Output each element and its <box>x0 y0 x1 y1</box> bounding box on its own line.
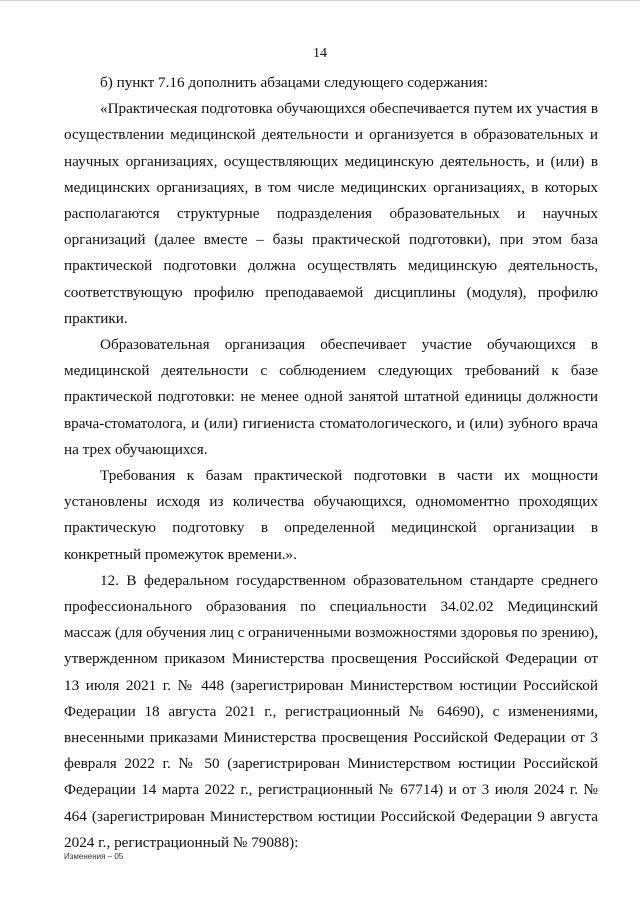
paragraph-item-12: 12. В федеральном государственном образовательном стандарте среднего профессионального образования по специальности 34.02.02 Медицинский массаж (для обучения лиц с ограниченными возможностями здоровья по зрению), утвержденном приказом Министерства просвещения Российской Федерации от 13 июля 2021 г. № 448 (зарегистрирован Министерством юстиции Российской Федерации 18 августа 2021 г., регистрационный № 64690), с изменениями, внесенными приказами Министерства просвещения Российской Федерации от 3 февраля 2022 г. № 50 (зарегистрирован Министерством юстиции Российской Федерации 14 марта 2022 г., регистрационный № 67714) и от 3 июля 2024 г. № 464 (зарегистрирован Министерством юстиции Российской Федерации 9 августа 2024 г., регистрационный № 79088): <box>64 571 598 851</box>
footer-note: Изменения – 05 <box>64 852 124 861</box>
paragraph-amendment-intro: б) пункт 7.16 дополнить абзацами следующего содержания: <box>100 74 488 91</box>
paragraph-practical-training: «Практическая подготовка обучающихся обеспечивается путем их участия в осуществлении медицинской деятельности и организуется в образовательных и научных организациях, осуществляющих медицинскую деятельность, и (или) в медицинских организациях, в том числе медицинских организациях, в которых располагаются структурные подразделения образовательных и научных организаций (далее вместе – базы практической подготовки), при этом база практической подготовки должна осуществлять медицинскую деятельность, соответствующую профилю преподаваемой дисциплины (модуля), профилю практики. <box>64 100 598 327</box>
document-body <box>64 70 598 856</box>
page-top-edge <box>0 0 640 1</box>
paragraph-organization-requirements: Образовательная организация обеспечивает участие обучающихся в медицинской деятельности с соблюдением следующих требований к базе практической подготовки: не менее одной занятой штатной единицы должности врача-стоматолога, и (или) гигиениста стоматологического, и (или) зубного врача на трех обучающихся. <box>64 336 598 458</box>
paragraph-base-capacity: Требования к базам практической подготовки в части их мощности установлены исходя из количества обучающихся, одномоментно проходящих практическую подготовку в определенной медицинской организации в конкретный промежуток времени.». <box>64 467 598 563</box>
page-number: 14 <box>313 46 327 61</box>
